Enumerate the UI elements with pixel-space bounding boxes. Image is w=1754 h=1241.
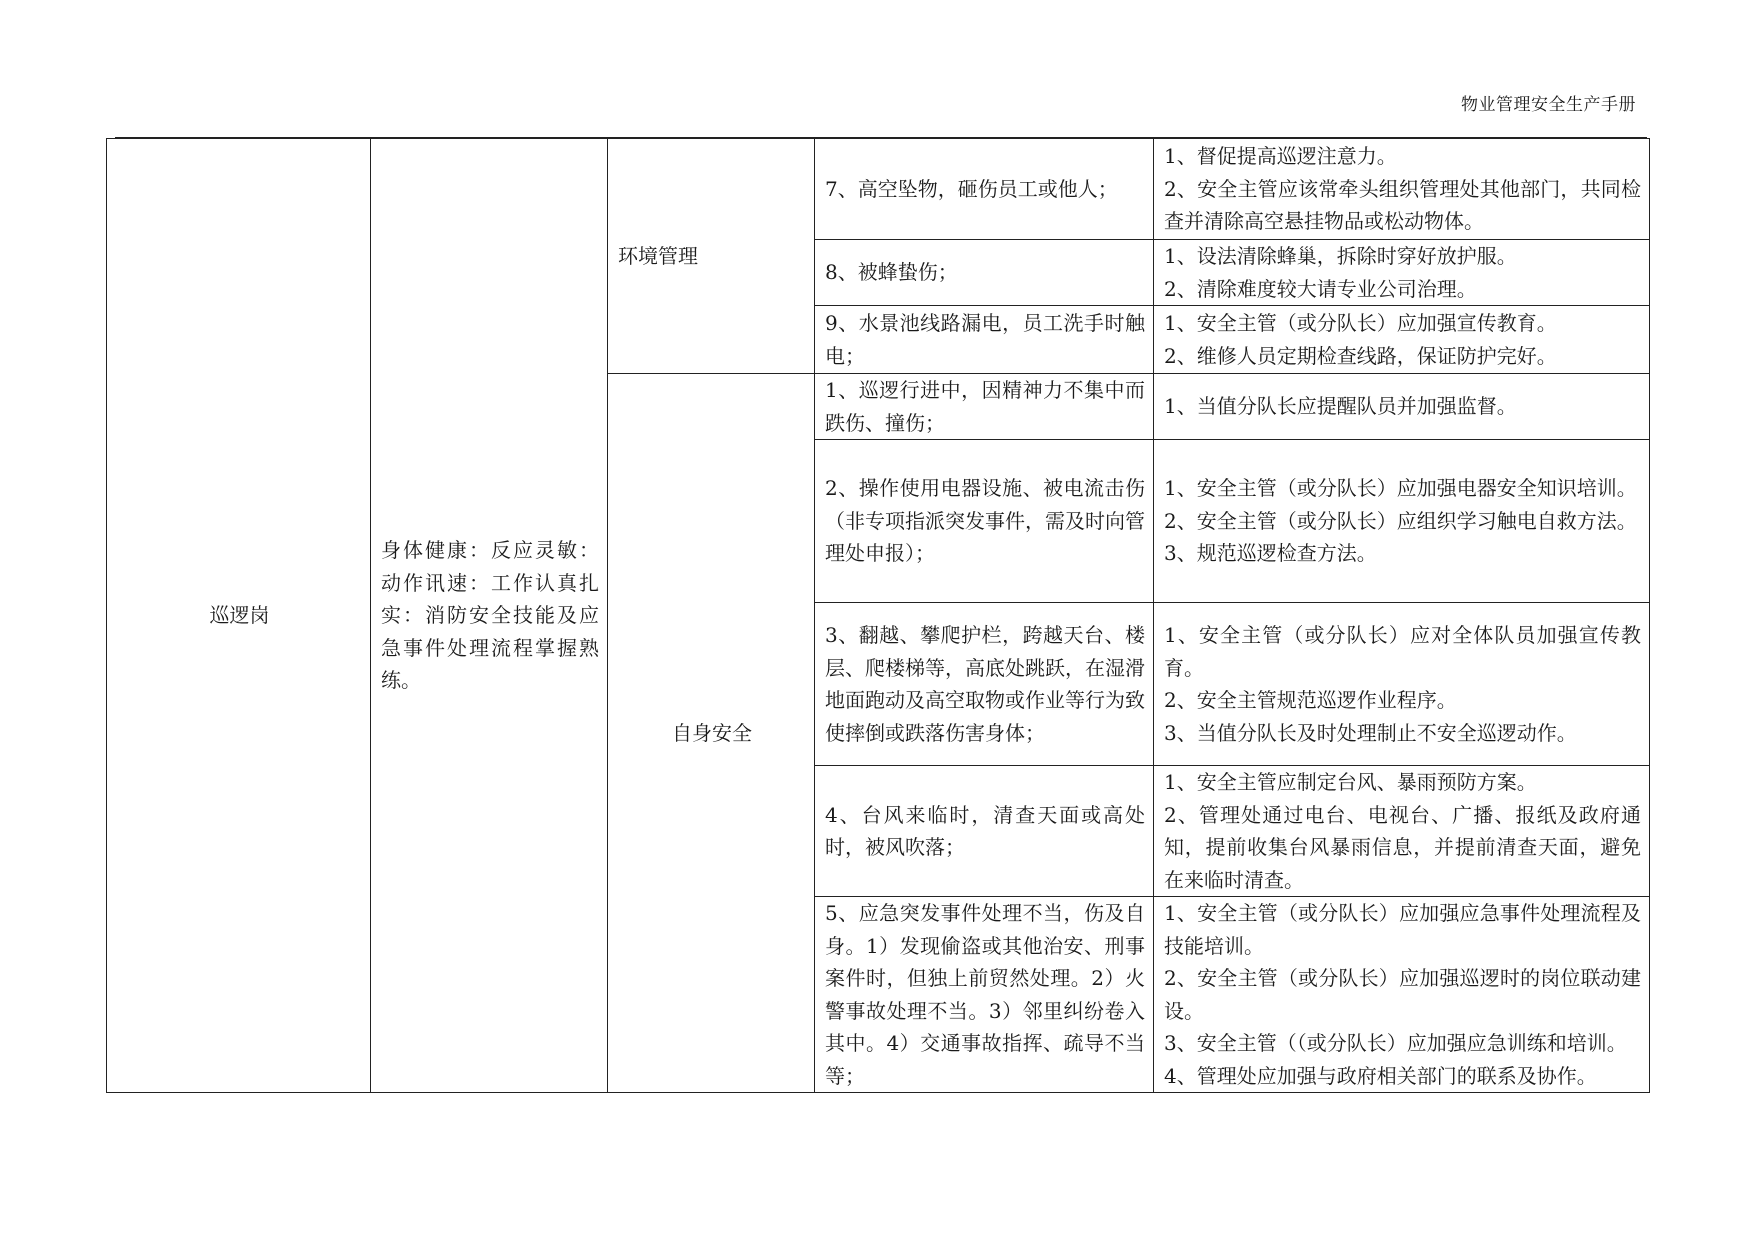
measure-line: 3、安全主管（（或分队长）应加强应急训练和培训。 (1164, 1031, 1627, 1055)
hazard-cell: 9、水景池线路漏电，员工洗手时触电； (815, 306, 1154, 374)
post-name-cell: 巡逻岗 (107, 139, 371, 1093)
hazard-cell: 7、高空坠物，砸伤员工或他人； (815, 139, 1154, 240)
hazard-cell: 1、巡逻行进中，因精神力不集中而跌伤、撞伤； (815, 374, 1154, 440)
hazard-cell: 4、台风来临时，清查天面或高处时，被风吹落； (815, 766, 1154, 897)
measure-line: 2、清除难度较大请专业公司治理。 (1164, 276, 1477, 301)
hazard-cell: 8、被蜂蛰伤； (815, 240, 1154, 306)
measure-cell (1154, 306, 1650, 374)
requirement-cell: 身体健康：反应灵敏：动作讯速：工作认真扎实：消防安全技能及应急事件处理流程掌握熟练。 (371, 139, 608, 1093)
hazard-cell: 2、操作使用电器设施、被电流击伤（非专项指派突发事件，需及时向管理处申报）； (815, 440, 1154, 603)
measure-line: 4、管理处应加强与政府相关部门的联系及协作。 (1164, 1063, 1597, 1088)
measure-cell (1154, 603, 1650, 766)
measure-line: 2、维修人员定期检查线路，保证防护完好。 (1164, 343, 1557, 368)
measure-line: 3、当值分队长及时处理制止不安全巡逻动作。 (1164, 720, 1577, 745)
measure-cell (1154, 240, 1650, 306)
hazard-cell: 3、翻越、攀爬护栏，跨越天台、楼层、爬楼梯等，高底处跳跃，在湿滑地面跑动及高空取物或作业等行为致使摔倒或跌落伤害身体； (815, 603, 1154, 766)
measure-line: 1、设法清除蜂巢，拆除时穿好放护服。 (1164, 244, 1517, 268)
measure-line: 1、督促提高巡逻注意力。 (1164, 144, 1397, 169)
measure-line: 1、安全主管（或分队长）应加强宣传教育。 (1164, 311, 1557, 335)
hazard-cell: 5、应急突发事件处理不当，伤及自身。1）发现偷盗或其他治安、刑事案件时，但独上前贸然处理。2）火警事故处理不当。3）邻里纠纷卷入其中。4）交通事故指挥、疏导不当等； (815, 897, 1154, 1093)
category-environment: 环境管理 (608, 139, 815, 374)
measure-cell (1154, 897, 1650, 1093)
measure-line: 2、安全主管（或分队长）应加强巡逻时的岗位联动建设。 (1164, 966, 1641, 1023)
measure-line: 1、安全主管（或分队长）应加强应急事件处理流程及技能培训。 (1164, 901, 1641, 958)
measure-line: 1、安全主管（或分队长）应加强电器安全知识培训。 (1164, 476, 1637, 501)
measure-line: 2、安全主管（或分队长）应组织学习触电自救方法。 (1164, 508, 1637, 533)
measure-line: 3、规范巡逻检查方法。 (1164, 541, 1377, 566)
measure-cell (1154, 139, 1650, 240)
measure-cell (1154, 374, 1650, 440)
measure-line: 2、安全主管应该常牵头组织管理处其他部门，共同检查并清除高空悬挂物品或松动物体。 (1164, 176, 1641, 234)
page-header-title: 物业管理安全生产手册 (1461, 95, 1636, 115)
table-row (107, 139, 1650, 240)
measure-line: 1、当值分队长应提醒队员并加强监督。 (1164, 394, 1517, 419)
measure-line: 2、安全主管规范巡逻作业程序。 (1164, 688, 1457, 712)
measure-cell (1154, 766, 1650, 897)
measure-line: 2、管理处通过电台、电视台、广播、报纸及政府通知，提前收集台风暴雨信息，并提前清查天面，避免在来临时清查。 (1164, 802, 1641, 892)
measure-line: 1、安全主管（或分队长）应对全体队员加强宣传教育。 (1164, 623, 1641, 680)
category-self-safety: 自身安全 (608, 374, 815, 1093)
measure-cell (1154, 440, 1650, 603)
risk-table (106, 138, 1650, 1093)
measure-line: 1、安全主管应制定台风、暴雨预防方案。 (1164, 770, 1537, 794)
